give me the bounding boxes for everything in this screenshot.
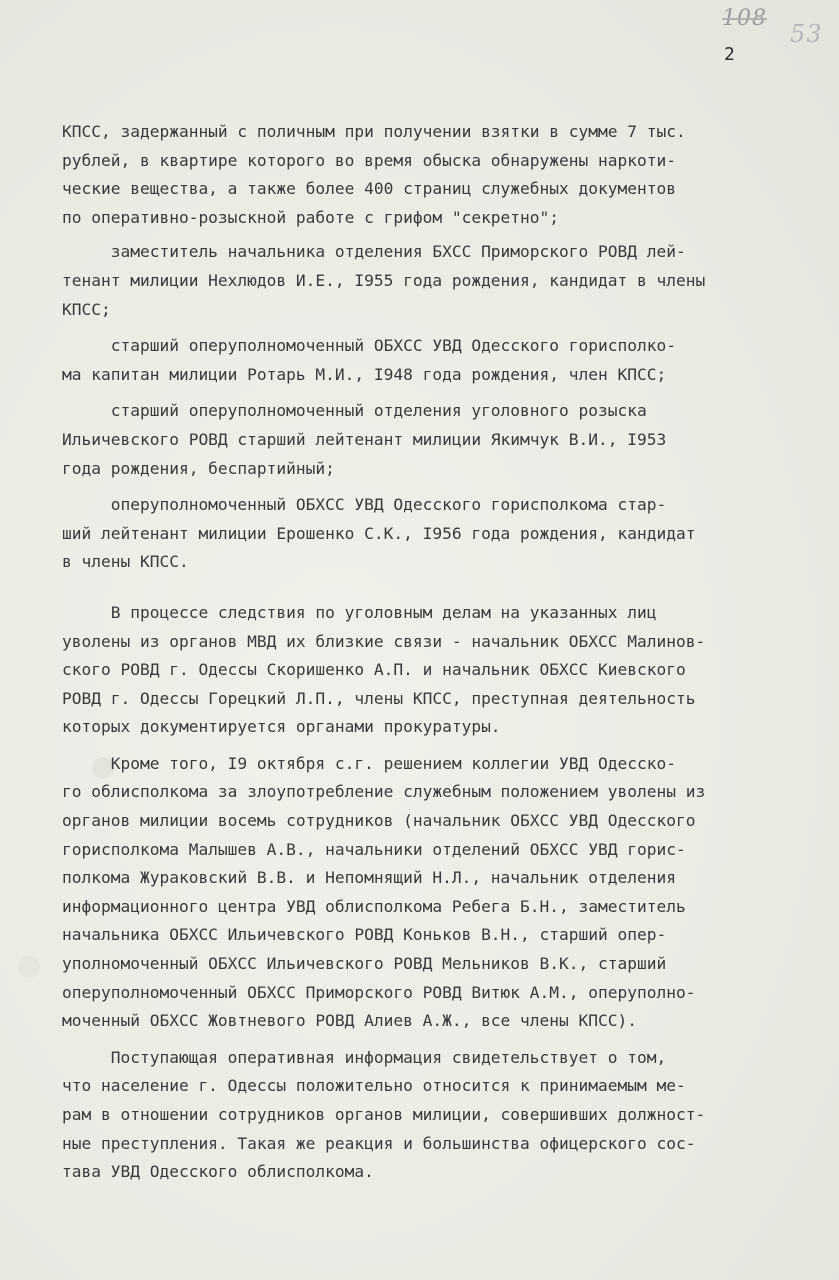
text-line: в члены КПСС.: [62, 552, 189, 572]
paragraph-4: [62, 397, 832, 483]
text-line: тенант милиции Нехлюдов И.Е., I955 года рождения, кандидат в члены: [62, 270, 706, 290]
paragraph-6: [62, 599, 832, 742]
text-line: Ильичевского РОВД старший лейтенант милиции Якимчук В.И., I953: [62, 429, 667, 449]
paragraph-7: [62, 750, 832, 1036]
text-line: полкома Жураковский В.В. и Непомнящий Н.Л., начальник отделения: [62, 868, 676, 888]
text-line: которых документируется органами прокуратуры.: [62, 717, 501, 737]
paragraph-3: [62, 332, 832, 389]
text-line: старший оперуполномоченный отделения уголовного розыска: [62, 401, 647, 421]
paper-stain: [18, 956, 40, 978]
text-line: по оперативно-розыскной работе с грифом "секретно";: [62, 207, 560, 227]
paragraph-5: [62, 491, 832, 577]
text-line: ского РОВД г. Одессы Скоришенко А.П. и начальник ОБХСС Киевского: [62, 660, 686, 680]
text-line: Поступающая оперативная информация свидетельствует о том,: [62, 1047, 667, 1067]
handwritten-folio-new: 53: [790, 20, 823, 48]
paragraph-2: [62, 238, 832, 324]
text-line: что население г. Одессы положительно относится к принимаемым ме-: [62, 1076, 686, 1096]
text-line: рублей, в квартире которого во время обыска обнаружены наркоти-: [62, 150, 676, 170]
text-line: РОВД г. Одессы Горецкий Л.П., члены КПСС, преступная деятельность: [62, 688, 696, 708]
handwritten-folio-old: 108: [722, 6, 767, 31]
text-line: КПСС;: [62, 299, 111, 319]
text-line: го облисполкома за злоупотребление служебным положением уволены из: [62, 782, 706, 802]
text-line: года рождения, беспартийный;: [62, 458, 335, 478]
text-line: В процессе следствия по уголовным делам на указанных лиц: [62, 602, 657, 622]
text-line: уволены из органов МВД их близкие связи - начальник ОБХСС Малинов-: [62, 631, 706, 651]
text-line: ший лейтенант милиции Ерошенко С.К., I956 года рождения, кандидат: [62, 523, 696, 543]
text-line: горисполкома Малышев А.В., начальники отделений ОБХСС УВД горис-: [62, 839, 686, 859]
text-line: ческие вещества, а также более 400 страниц служебных документов: [62, 179, 676, 199]
document-body: [62, 118, 832, 1187]
text-line: ма капитан милиции Ротарь М.И., I948 года рождения, член КПСС;: [62, 364, 667, 384]
text-line: тава УВД Одесского облисполкома.: [62, 1162, 374, 1182]
text-line: ные преступления. Такая же реакция и большинства офицерского сос-: [62, 1133, 696, 1153]
text-line: рам в отношении сотрудников органов милиции, совершивших должност-: [62, 1105, 706, 1124]
text-line: Кроме того, I9 октября с.г. решением коллегии УВД Одесско-: [62, 753, 676, 773]
text-line: оперуполномоченный ОБХСС УВД Одесского горисполкома стар-: [62, 495, 667, 515]
text-line: заместитель начальника отделения БХСС Приморского РОВД лей-: [62, 242, 686, 262]
text-line: начальника ОБХСС Ильичевского РОВД Коньков В.Н., старший опер-: [62, 925, 667, 945]
text-line: органов милиции восемь сотрудников (начальник ОБХСС УВД Одесского: [62, 811, 696, 831]
text-line: оперуполномоченный ОБХСС Приморского РОВД Витюк А.М., оперуполно-: [62, 982, 696, 1002]
paragraph-8: [62, 1044, 832, 1187]
text-line: моченный ОБХСС Жовтневого РОВД Алиев А.Ж., все члены КПСС).: [62, 1011, 637, 1031]
text-line: уполномоченный ОБХСС Ильичевского РОВД Мельников В.К., старший: [62, 954, 667, 974]
text-line: старший оперуполномоченный ОБХСС УВД Одесского горисполко-: [62, 336, 676, 356]
text-line: информационного центра УВД облисполкома Ребега Б.Н., заместитель: [62, 896, 686, 916]
text-line: КПСС, задержанный с поличным при получении взятки в сумме 7 тыс.: [62, 122, 686, 141]
page-number: 2: [724, 44, 735, 65]
paragraph-1: [62, 118, 832, 232]
